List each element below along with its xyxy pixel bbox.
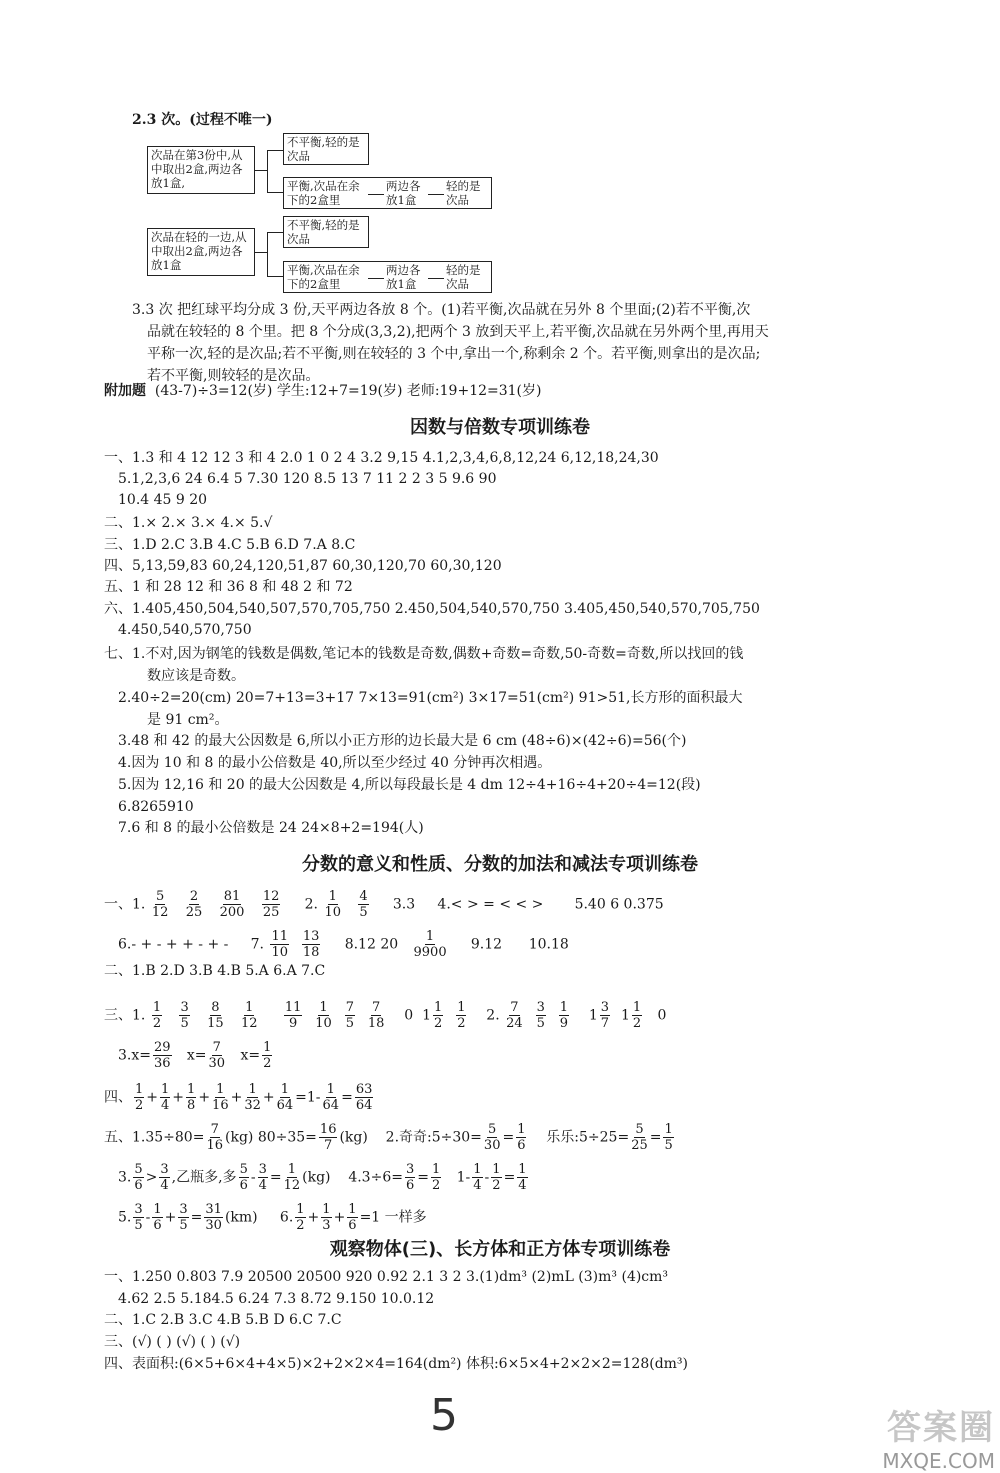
s1-line13: 是 91 cm²。	[147, 712, 229, 728]
s1-line4: 二、1.× 2.× 3.× 4.× 5.√	[104, 515, 273, 531]
s1-line7: 五、1 和 28 12 和 36 8 和 48 2 和 72	[104, 579, 353, 595]
q3-line2: 品就在较轻的 8 个里。把 8 个分成(3,3,2),把两个 3 放到天平上,若平衡,次品就在另外两个里,再用天	[147, 324, 769, 340]
s1-line15: 4.因为 10 和 8 的最小公倍数是 40,所以至少经过 40 分钟再次相遇。	[118, 755, 552, 771]
s1-line11: 数应该是奇数。	[147, 668, 245, 684]
s2-row3: 二、1.B 2.D 3.B 4.B 5.A 6.A 7.C	[104, 963, 326, 979]
s3-line1: 一、1.250 0.803 7.9 20500 20500 920 0.92 2.1 3 2 3.(1)dm³ (2)mL (3)m³ (4)cm³	[104, 1269, 669, 1285]
s2-row7: 五、1.35÷80= $\frac{7}{16}$ (kg) 80÷35= $\frac{16}{7}$ (kg) 2.奇奇:5÷30= $\frac{5}{30}$ = $\frac{1}{6}$ 乐乐:5÷25= $\frac{5}{25}$ = $\frac{1}{5}$	[104, 1122, 673, 1153]
s1-line16: 5.因为 12,16 和 20 的最大公因数是 4,所以每段最长是 4 dm 12÷4+16÷4+20÷4=12(段)	[118, 777, 701, 793]
s2-row4: 三、1. $\frac{1}{2}$ $\frac{3}{5}$ $\frac{8}{15}$ $\frac{1}{12}$ $\frac{11}{9}$ $\frac{1}{10}$ $\frac{7}{5}$ $\frac{7}{18}$ 0 1 $\frac{1}{2}$ $\frac{1}{2}$ 2. $\frac{7}{24}$ $\frac{3}{5}$ $\frac{1}{9}$ 1 $\frac{3}{7}$ 1 $\frac{1}{2}$ 0	[104, 1000, 667, 1031]
s2-row5: 3.x= $\frac{29}{36}$ x= $\frac{7}{30}$ x= $\frac{1}{2}$	[118, 1040, 272, 1071]
tree2-unbalanced: 不平衡,轻的是次品	[283, 216, 369, 248]
s1-line18: 7.6 和 8 的最小公倍数是 24 24×8+2=194(人)	[118, 820, 424, 836]
s3-line4: 三、(√) ( ) (√) ( ) (√)	[104, 1334, 241, 1350]
tree1-root: 次品在第3份中,从中取出2盒,两边各放1盒,	[147, 146, 255, 194]
s1-line3: 10.4 45 9 20	[118, 492, 208, 508]
s1-line12: 2.40÷2=20(cm) 20=7+13=3+17 7×13=91(cm²) 3×17=51(cm²) 91>51,长方形的面积最大	[118, 690, 743, 706]
s3-line3: 二、1.C 2.B 3.C 4.B 5.B D 6.C 7.C	[104, 1312, 342, 1328]
s1-line17: 6.8265910	[118, 799, 194, 815]
tree2-balanced: 平衡,次品在余下的2盒里 两边各放1盒 轻的是次品	[283, 261, 492, 293]
s2-row9: 5. $\frac{3}{5}$ - $\frac{1}{6}$ + $\frac{3}{5}$ = $\frac{31}{30}$ (km) 6. $\frac{1}{2}$ + $\frac{1}{3}$ + $\frac{1}{6}$ =1 一样多	[118, 1202, 427, 1233]
s1-line9: 4.450,540,570,750	[118, 622, 252, 638]
q3-line4: 若不平衡,则较轻的是次品。	[147, 368, 320, 384]
s3-line2: 4.62 2.5 5.184.5 6.24 7.3 8.72 9.150 10.0.12	[118, 1291, 435, 1307]
s1-line8: 六、1.405,450,504,540,507,570,705,750 2.450,504,540,570,750 3.405,450,540,570,705,750	[104, 601, 760, 617]
section-title-cuboid: 观察物体(三)、长方体和正方体专项训练卷	[329, 1239, 671, 1260]
s1-line2: 5.1,2,3,6 24 6.4 5 7.30 120 8.5 13 7 11 2 2 3 5 9.6 90	[118, 471, 497, 487]
q2-answer: 2.3 次。(过程不唯一)	[132, 112, 273, 128]
s2-row8: 3. $\frac{5}{6}$ > $\frac{3}{4}$ ,乙瓶多,多 $\frac{5}{6}$ - $\frac{3}{4}$ = $\frac{1}{12}$ (kg) 4.3÷6= $\frac{3}{6}$ = $\frac{1}{2}$ 1- $\frac{1}{4}$ - $\frac{1}{2}$ = $\frac{1}{4}$	[118, 1162, 527, 1193]
watermark-logo: 答案圈 MXQE.COM	[882, 1408, 995, 1473]
tree1-unbalanced: 不平衡,轻的是次品	[283, 133, 369, 165]
s1-line10: 七、1.不对,因为钢笔的钱数是偶数,笔记本的钱数是奇数,偶数+奇数=奇数,50-奇数=奇数,所以找回的钱	[104, 646, 744, 662]
s3-line5: 四、表面积:(6×5+6×4+4×5)×2+2×2×4=164(dm²) 体积:6×5×4+2×2×2=128(dm³)	[104, 1356, 689, 1372]
q3-line3: 平称一次,轻的是次品;若不平衡,则在较轻的 3 个中,拿出一个,称剩余 2 个。若平衡,则拿出的是次品;	[147, 346, 761, 362]
tree1-balanced: 平衡,次品在余下的2盒里 两边各放1盒 轻的是次品	[283, 177, 492, 209]
s2-row6: 四、 $\frac{1}{2}$ + $\frac{1}{4}$ + $\frac{1}{8}$ + $\frac{1}{16}$ + $\frac{1}{32}$ + $\frac{1}{64}$ =1- $\frac{1}{64}$ = $\frac{63}{64}$	[104, 1082, 373, 1113]
s2-row1: 一、1. $\frac{5}{12}$ $\frac{2}{25}$ $\frac{81}{200}$ $\frac{12}{25}$ 2. $\frac{1}{10}$ $\frac{4}{5}$ 3.3 4.< > = < < > 5.40 6 0.375	[104, 889, 664, 920]
tree2-root: 次品在轻的一边,从中取出2盒,两边各放1盒	[147, 228, 255, 276]
section-title-fractions: 分数的意义和性质、分数的加法和减法专项训练卷	[302, 854, 698, 875]
page-number: 5	[430, 1390, 458, 1441]
extra-question: 附加题 (43-7)÷3=12(岁) 学生:12+7=19(岁) 老师:19+12=31(岁)	[104, 383, 542, 399]
s2-row2: 6.- + - + + - + - 7. $\frac{11}{10}$ $\frac{13}{18}$ 8.12 20 $\frac{1}{9900}$ 9.12 10.18	[118, 929, 569, 960]
s1-line5: 三、1.D 2.C 3.B 4.C 5.B 6.D 7.A 8.C	[104, 537, 356, 553]
s1-line14: 3.48 和 42 的最大公因数是 6,所以小正方形的边长最大是 6 cm (48÷6)×(42÷6)=56(个)	[118, 733, 687, 749]
section-title-factors-multiples: 因数与倍数专项训练卷	[410, 417, 590, 438]
s1-line1: 一、1.3 和 4 12 12 3 和 4 2.0 1 0 2 4 3.2 9,15 4.1,2,3,4,6,8,12,24 6,12,18,24,30	[104, 450, 659, 466]
s1-line6: 四、5,13,59,83 60,24,120,51,87 60,30,120,70 60,30,120	[104, 558, 502, 574]
q3-line1: 3.3 次 把红球平均分成 3 份,天平两边各放 8 个。(1)若平衡,次品就在另外 8 个里面;(2)若不平衡,次	[132, 302, 751, 318]
